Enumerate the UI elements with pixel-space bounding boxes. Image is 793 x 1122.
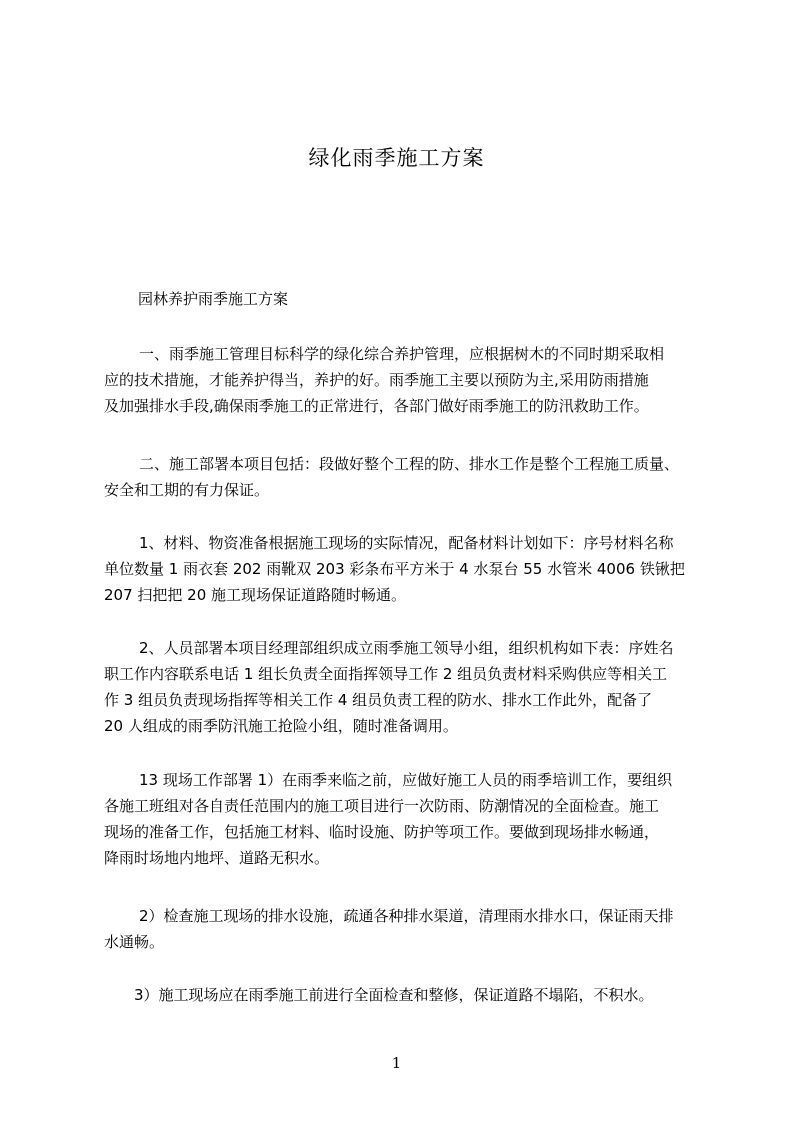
paragraph-line: 单位数量 1 雨衣套 202 雨靴双 203 彩条布平方米于 4 水泵台 55 水管米 4006 铁锹把 [104, 560, 685, 578]
paragraph-construction-plan [104, 451, 710, 503]
paragraph-line: 一、雨季施工管理目标科学的绿化综合养护管理，应根据树木的不同时期采取相 [139, 345, 665, 363]
paragraph-line: 207 扫把把 20 施工现场保证道路随时畅通。 [104, 586, 407, 604]
paragraph-line: 各施工班组对各自责任范围内的施工项目进行一次防雨、防潮情况的全面检查。施工 [104, 797, 660, 815]
paragraph-line: 13 现场工作部署 1）在雨季来临之前，应做好施工人员的雨季培训工作，要组织 [139, 771, 673, 789]
paragraph-personnel [104, 635, 710, 739]
paragraph-line: 3）施工现场应在雨季施工前进行全面检查和整修，保证道路不塌陷，不积水。 [134, 986, 654, 1004]
paragraph-line: 水通畅。 [104, 933, 165, 951]
paragraph-line: 2）检查施工现场的排水设施，疏通各种排水渠道，清理雨水排水口，保证雨天排 [139, 907, 674, 925]
paragraph-line: 应的技术措施，才能养护得当，养护的好。雨季施工主要以预防为主,采用防雨措施 [104, 371, 649, 389]
paragraph-materials [104, 530, 710, 608]
paragraph-management-goals [104, 341, 710, 419]
document-subtitle: 园林养护雨季施工方案 [138, 290, 289, 308]
document-title: 绿化雨季施工方案 [308, 146, 485, 170]
paragraph-line: 20 人组成的雨季防汛施工抢险小组，随时准备调用。 [104, 717, 458, 735]
paragraph-site-work [104, 767, 710, 871]
paragraph-line: 2、人员部署本项目经理部组织成立雨季施工领导小组，组织机构如下表：序姓名 [139, 639, 674, 657]
paragraph-line: 降雨时场地内地坪、道路无积水。 [104, 849, 330, 867]
paragraph-line: 安全和工期的有力保证。 [104, 481, 270, 499]
page-number: 1 [391, 1054, 402, 1072]
paragraph-line: 及加强排水手段,确保雨季施工的正常进行，各部门做好雨季施工的防汛救助工作。 [104, 397, 649, 415]
paragraph-line: 二、施工部署本项目包括：段做好整个工程的防、排水工作是整个工程施工质量、 [139, 455, 680, 473]
paragraph-line: 作 3 组员负责现场指挥等相关工作 4 组员负责工程的防水、排水工作此外，配备了 [104, 691, 653, 709]
paragraph-line: 职工作内容联系电话 1 组长负责全面指挥领导工作 2 组员负责材料采购供应等相关工 [104, 665, 668, 683]
paragraph-drainage-check [104, 903, 710, 955]
paragraph-line: 1、材料、物资准备根据施工现场的实际情况，配备材料计划如下：序号材料名称 [139, 534, 674, 552]
paragraph-road-inspection [104, 982, 710, 1008]
paragraph-line: 现场的准备工作，包括施工材料、临时设施、防护等项工作。要做到现场排水畅通， [104, 823, 660, 841]
